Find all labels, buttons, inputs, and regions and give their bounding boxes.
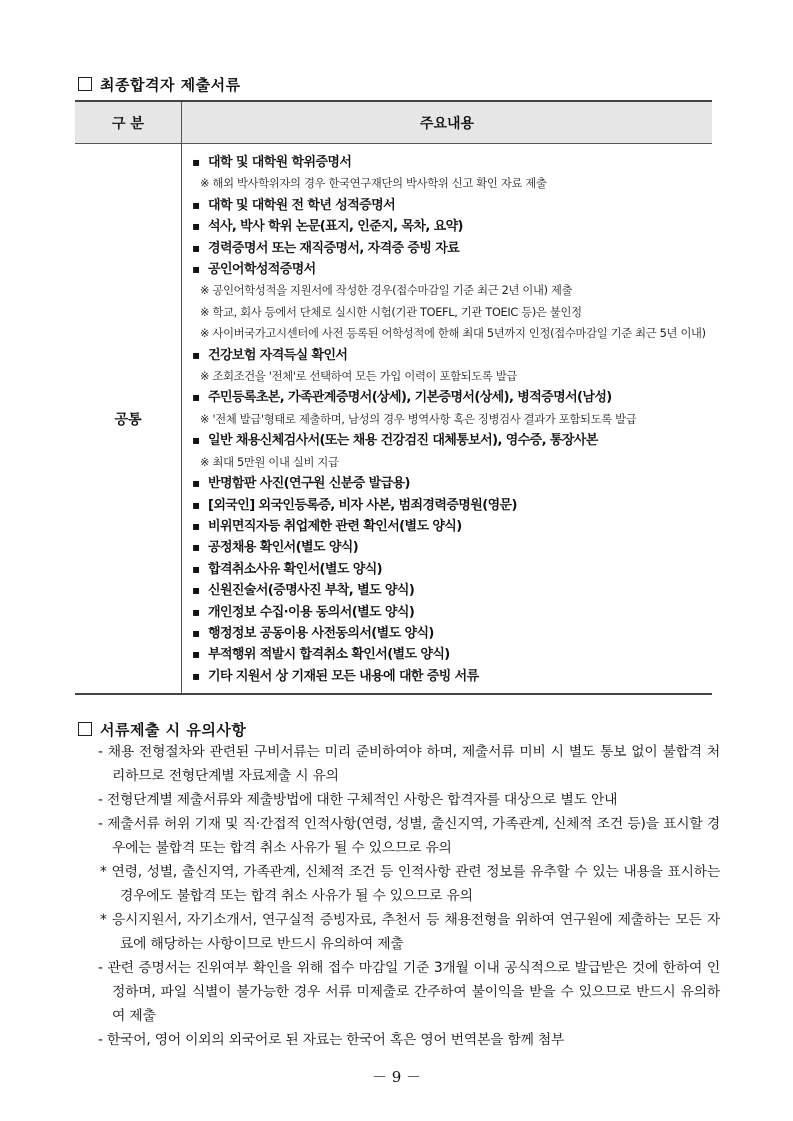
content-cell [182, 144, 713, 695]
precaution-subnote: * 연령, 성별, 출신지역, 가족관계, 신체적 조건 등 인적사항 관련 정보를 유추할 수 있는 내용을 표시하는 경우에도 불합격 또는 합격 취소 사유가 될 수 있으므로 유의 [100, 864, 720, 904]
document-item: ▪ 공정채용 확인서(별도 양식) [192, 537, 706, 558]
document-item: ▪ 경력증명서 또는 재직증명서, 자격증 증빙 자료 [192, 238, 706, 259]
document-item: ▪ 건강보험 자격득실 확인서 [192, 345, 706, 366]
header-content: 주요내용 [182, 101, 713, 144]
checkbox-square-icon [78, 722, 92, 736]
document-note: ※ 최대 5만원 이내 실비 지급 [200, 455, 339, 469]
section-title-precautions: 서류제출 시 유의사항 [78, 719, 246, 740]
document-item: ▪ 일반 채용신체검사서(또는 채용 건강검진 대체통보서), 영수증, 통장사본 [192, 430, 706, 451]
document-item: ▪ 대학 및 대학원 학위증명서 [192, 152, 706, 173]
document-item: ▪ 신원진술서(증명사진 부착, 별도 양식) [192, 580, 706, 601]
table-header-row [75, 101, 712, 144]
precaution-item: - 채용 전형절차와 관련된 구비서류는 미리 준비하여야 하며, 제출서류 미비 시 별도 통보 없이 불합격 처리하므로 전형단계별 자료제출 시 유의 [98, 744, 720, 784]
document-note: ※ '전체 발급'형태로 제출하며, 남성의 경우 병역사항 혹은 징병검사 결과가 포함되도록 발급 [200, 412, 637, 426]
checkbox-square-icon [78, 77, 92, 91]
category-cell: 공통 [75, 144, 182, 695]
document-item: ▪ 비위면직자등 취업제한 관련 확인서(별도 양식) [192, 516, 706, 537]
document-note: ※ 해외 박사학위자의 경우 한국연구재단의 박사학위 신고 확인 자료 제출 [200, 177, 547, 191]
precaution-subnote: * 응시지원서, 자기소개서, 연구실적 증빙자료, 추천서 등 채용전형을 위하여 연구원에 제출하는 모든 자료에 해당하는 사항이므로 반드시 유의하여 제출 [100, 912, 720, 952]
document-item: ▪ 행정정보 공동이용 사전동의서(별도 양식) [192, 623, 706, 644]
document-item: ▪ 대학 및 대학원 전 학년 성적증명서 [192, 195, 706, 216]
section-title-final-documents: 최종합격자 제출서류 [78, 74, 241, 95]
document-item: ▪ 개인정보 수집·이용 동의서(별도 양식) [192, 602, 706, 623]
table-row [75, 144, 712, 695]
page-number: － 9 － [371, 1068, 422, 1086]
document-item: ▪ [외국인] 외국인등록증, 비자 사본, 범죄경력증명원(영문) [192, 495, 706, 516]
document-note: ※ 학교, 회사 등에서 단체로 실시한 시험(기관 TOEFL, 기관 TOEIC 등)은 불인정 [200, 305, 582, 319]
document-item: ▪ 부적행위 적발시 합격취소 확인서(별도 양식) [192, 644, 706, 665]
document-item: ▪ 석사, 박사 학위 논문(표지, 인준지, 목차, 요약) [192, 216, 706, 237]
precaution-item: - 전형단계별 제출서류와 제출방법에 대한 구체적인 사항은 합격자를 대상으로 별도 안내 [98, 792, 618, 808]
document-item: ▪ 공인어학성적증명서 [192, 259, 706, 280]
document-item: ▪ 합격취소사유 확인서(별도 양식) [192, 559, 706, 580]
precautions-list [88, 740, 720, 1052]
document-item: ▪ 기타 지원서 상 기재된 모든 내용에 대한 증빙 서류 [192, 666, 706, 687]
header-category: 구 분 [75, 101, 182, 144]
document-item: ▪ 반명함판 사진(연구원 신분증 발급용) [192, 473, 706, 494]
document-note: ※ 공인어학성적을 지원서에 작성한 경우(접수마감일 기준 최근 2년 이내) 제출 [200, 284, 573, 298]
precaution-item: - 한국어, 영어 이외의 외국어로 된 자료는 한국어 혹은 영어 번역본을 함께 첨부 [98, 1032, 565, 1048]
precaution-item: - 제출서류 허위 기재 및 직·간접적 인적사항(연령, 성별, 출신지역, 가족관계, 신체적 조건 등)을 표시할 경우에는 불합격 또는 합격 취소 사유가 될 수 있으므로 유의 [98, 816, 720, 856]
document-item: ▪ 주민등록초본, 가족관계증명서(상세), 기본증명서(상세), 병적증명서(남성) [192, 387, 706, 408]
document-note: ※ 조회조건을 '전체'로 선택하여 모든 가입 이력이 포함되도록 발급 [200, 370, 518, 384]
document-note: ※ 사이버국가고시센터에 사전 등록된 어학성적에 한해 최대 5년까지 인정(접수마감일 기준 최근 5년 이내) [200, 327, 706, 341]
precaution-item: - 관련 증명서는 진위여부 확인을 위해 접수 마감일 기준 3개월 이내 공식적으로 발급받은 것에 한하여 인정하며, 파일 식별이 불가능한 경우 서류 미제출로 간주하여 불이익을 받을 수 있으므로 반드시 유의하여 제출 [98, 960, 720, 1024]
documents-table [75, 100, 712, 695]
